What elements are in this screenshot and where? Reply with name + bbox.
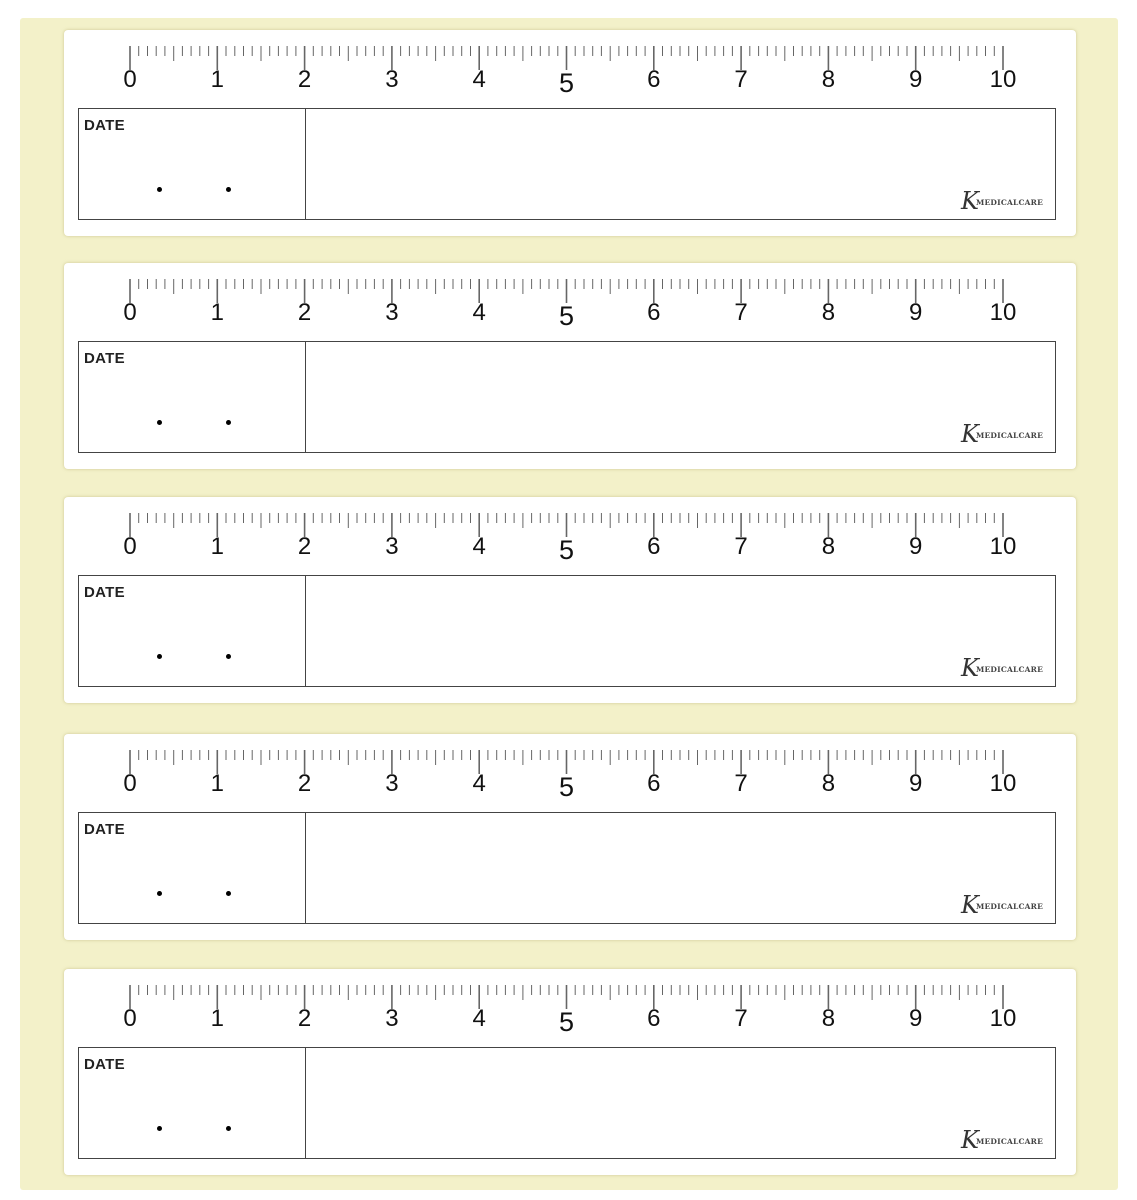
- ruler-number: 9: [909, 770, 923, 797]
- brand-logo: [961, 1128, 1051, 1154]
- ruler-number: 9: [909, 1005, 923, 1032]
- date-label: DATE: [84, 117, 125, 134]
- ruler-number: 0: [123, 533, 137, 560]
- ruler-number: 8: [821, 299, 836, 326]
- ruler-number: 0: [123, 299, 137, 326]
- ruler-number: 8: [821, 770, 836, 797]
- ruler-number: 5: [558, 1007, 575, 1037]
- ruler-number: 6: [647, 66, 661, 93]
- ruler-label: [64, 30, 1076, 236]
- ruler-number: 4: [472, 533, 486, 560]
- date-separator-dot: [226, 1126, 231, 1131]
- ruler-number: 3: [385, 299, 399, 326]
- date-separator-dot: [226, 891, 231, 896]
- date-label: DATE: [84, 1056, 125, 1073]
- ruler-number: 0: [123, 770, 137, 797]
- ruler-ticks: [64, 734, 1076, 774]
- ruler-scale: [64, 263, 1076, 343]
- ruler-label: [64, 969, 1076, 1175]
- brand-logo: [961, 422, 1051, 448]
- brand-logo: [961, 189, 1051, 215]
- ruler-number: 1: [210, 770, 224, 797]
- ruler-number: 7: [734, 299, 748, 326]
- ruler-number: 5: [558, 301, 575, 331]
- brand-initial: K: [961, 1126, 979, 1154]
- date-label: DATE: [84, 821, 125, 838]
- ruler-label: [64, 263, 1076, 469]
- ruler-ticks: [64, 969, 1076, 1009]
- brand-initial: K: [961, 187, 979, 215]
- ruler-scale: [64, 734, 1076, 814]
- ruler-number: 4: [472, 66, 486, 93]
- ruler-number: 4: [472, 770, 486, 797]
- ruler-number: 8: [821, 1005, 836, 1032]
- ruler-number: 9: [909, 533, 923, 560]
- brand-name: MEDICALCARE: [976, 902, 1044, 911]
- ruler-number: 3: [385, 1005, 399, 1032]
- ruler-number: 1: [210, 66, 224, 93]
- ruler-number: 10: [989, 299, 1017, 326]
- date-label: DATE: [84, 584, 125, 601]
- ruler-number: 2: [297, 1005, 312, 1032]
- date-divider: [305, 813, 306, 923]
- date-separator-dot: [226, 420, 231, 425]
- date-divider: [305, 576, 306, 686]
- date-divider: [305, 1048, 306, 1158]
- ruler-scale: [64, 969, 1076, 1049]
- ruler-number: 2: [297, 66, 312, 93]
- ruler-number: 10: [989, 770, 1017, 797]
- date-separator-dot: [157, 1126, 162, 1131]
- ruler-number: 1: [210, 299, 224, 326]
- write-in-box: [78, 575, 1056, 687]
- ruler-number: 2: [297, 770, 312, 797]
- ruler-number: 0: [123, 1005, 137, 1032]
- date-divider: [305, 342, 306, 452]
- write-in-box: [78, 1047, 1056, 1159]
- brand-initial: K: [961, 891, 979, 919]
- date-separator-dot: [226, 187, 231, 192]
- brand-logo: [961, 893, 1051, 919]
- ruler-number: 3: [385, 533, 399, 560]
- ruler-number: 10: [989, 1005, 1017, 1032]
- write-in-box: [78, 108, 1056, 220]
- ruler-number: 7: [734, 66, 748, 93]
- ruler-ticks: [64, 263, 1076, 303]
- brand-name: MEDICALCARE: [976, 431, 1044, 440]
- brand-name: MEDICALCARE: [976, 198, 1044, 207]
- date-separator-dot: [157, 891, 162, 896]
- ruler-ticks: [64, 497, 1076, 537]
- ruler-ticks: [64, 30, 1076, 70]
- ruler-number: 7: [734, 770, 748, 797]
- date-separator-dot: [157, 420, 162, 425]
- ruler-scale: [64, 497, 1076, 577]
- ruler-number: 7: [734, 533, 748, 560]
- ruler-scale: [64, 30, 1076, 110]
- date-divider: [305, 109, 306, 219]
- ruler-number: 1: [210, 533, 224, 560]
- ruler-number: 10: [989, 66, 1017, 93]
- ruler-number: 1: [210, 1005, 224, 1032]
- date-separator-dot: [226, 654, 231, 659]
- brand-initial: K: [961, 420, 979, 448]
- ruler-number: 6: [647, 299, 661, 326]
- date-separator-dot: [157, 654, 162, 659]
- ruler-number: 8: [821, 533, 836, 560]
- ruler-number: 5: [558, 68, 575, 98]
- ruler-number: 10: [989, 533, 1017, 560]
- ruler-number: 4: [472, 1005, 486, 1032]
- date-label: DATE: [84, 350, 125, 367]
- ruler-number: 8: [821, 66, 836, 93]
- ruler-label: [64, 497, 1076, 703]
- ruler-number: 5: [558, 535, 575, 565]
- ruler-number: 0: [123, 66, 137, 93]
- brand-name: MEDICALCARE: [976, 1137, 1044, 1146]
- ruler-number: 9: [909, 66, 923, 93]
- ruler-number: 6: [647, 1005, 661, 1032]
- ruler-number: 2: [297, 533, 312, 560]
- ruler-number: 6: [647, 533, 661, 560]
- date-separator-dot: [157, 187, 162, 192]
- brand-initial: K: [961, 654, 979, 682]
- ruler-number: 2: [297, 299, 312, 326]
- label-sheet: [20, 18, 1118, 1190]
- brand-name: MEDICALCARE: [976, 665, 1044, 674]
- ruler-number: 3: [385, 770, 399, 797]
- write-in-box: [78, 812, 1056, 924]
- ruler-number: 9: [909, 299, 923, 326]
- ruler-number: 4: [472, 299, 486, 326]
- ruler-number: 5: [558, 772, 575, 802]
- write-in-box: [78, 341, 1056, 453]
- ruler-number: 3: [385, 66, 399, 93]
- ruler-label: [64, 734, 1076, 940]
- brand-logo: [961, 656, 1051, 682]
- ruler-number: 7: [734, 1005, 748, 1032]
- ruler-number: 6: [647, 770, 661, 797]
